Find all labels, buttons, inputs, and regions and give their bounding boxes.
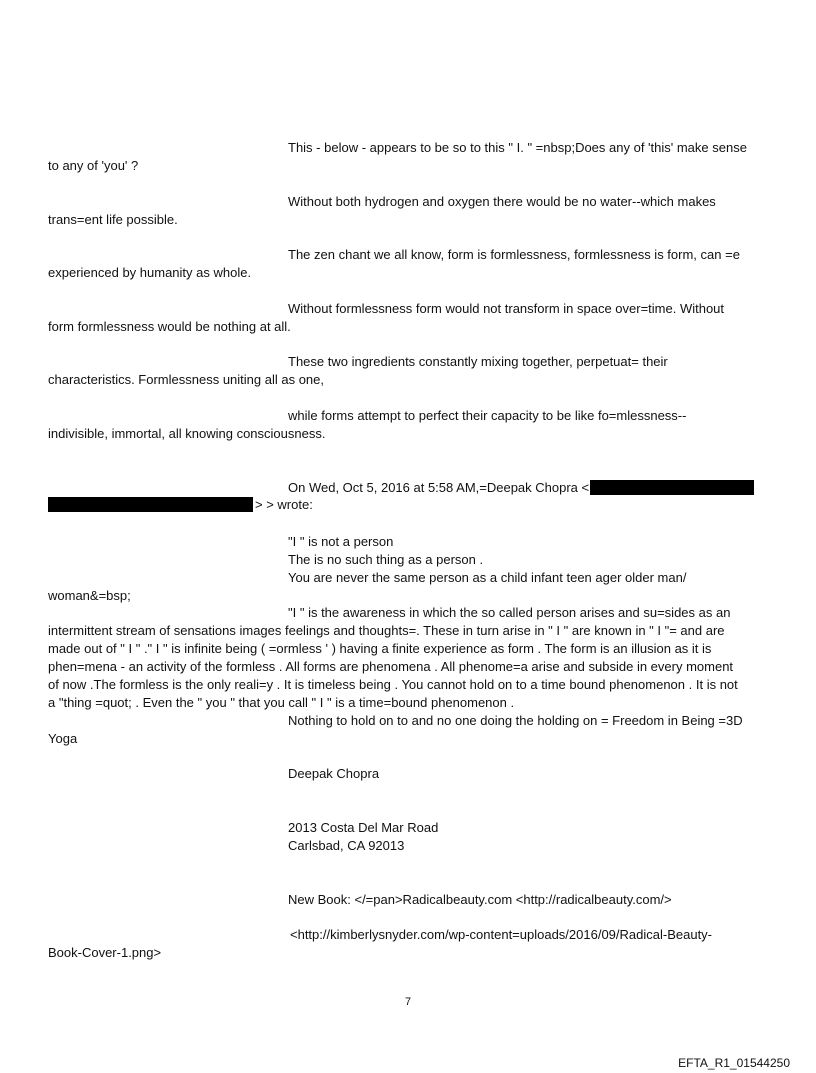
quote-header-line-2: > > wrote: (255, 497, 313, 512)
signature-address-1: 2013 Costa Del Mar Road (288, 820, 439, 835)
quote-paragraph-line: phen=mena - an activity of the formless . All forms are phenomena . All phenome=a arise and subside in every moment (48, 659, 734, 674)
quote-paragraph-line: of now .The formless is the only reali=y . It is timeless being . You cannot hold on to a time bound phenomenon . It is not (48, 677, 738, 692)
quote-closing-line-1: Nothing to hold on to and no one doing the holding on = Freedom in Being =3D (288, 713, 743, 728)
quote-line-1: "I " is not a person (288, 534, 394, 549)
paragraph-1-line-2: to any of 'you' ? (48, 158, 139, 173)
redaction-box (590, 480, 754, 495)
paragraph-6-line-1: while forms attempt to perfect their capacity to be like fo=mlessness-- (288, 408, 687, 423)
paragraph-3-line-2: experienced by humanity as whole. (48, 265, 252, 280)
paragraph-4-line-1: Without formlessness form would not transform in space over=time. Without (288, 301, 725, 316)
quote-line-2: The is no such thing as a person . (288, 552, 484, 567)
signature-image-link-line-1: <http://kimberlysnyder.com/wp-content=uploads/2016/09/Radical-Beauty- (290, 927, 713, 942)
paragraph-2-line-1: Without both hydrogen and oxygen there would be no water--which makes (288, 194, 716, 209)
quote-header-line-1: On Wed, Oct 5, 2016 at 5:58 AM,=Deepak Chopra < (288, 480, 590, 495)
redaction-box (48, 497, 253, 512)
paragraph-5-line-2: characteristics. Formlessness uniting all as one, (48, 372, 325, 387)
quote-line-3-wrap: woman&=bsp; (48, 588, 131, 603)
quote-paragraph-line: "I " is the awareness in which the so called person arises and su=sides as an (288, 605, 731, 620)
paragraph-4-line-2: form formlessness would be nothing at all. (48, 319, 291, 334)
signature-book-link: New Book: </=pan>Radicalbeauty.com <http://radicalbeauty.com/> (288, 892, 672, 907)
quote-closing-line-2: Yoga (48, 731, 78, 746)
quote-paragraph-line: made out of " I " ." I " is infinite being ( =ormless ' ) having a finite experience as form . The form is an illusion as it is (48, 641, 712, 656)
paragraph-5-line-1: These two ingredients constantly mixing together, perpetuat= their (288, 354, 668, 369)
quote-line-3: You are never the same person as a child infant teen ager older man/ (288, 570, 687, 585)
quote-paragraph-line: intermittent stream of sensations images feelings and thoughts=. These in turn arise in " I " are known in " I "= and are (48, 623, 725, 638)
paragraph-6-line-2: indivisible, immortal, all knowing consciousness. (48, 426, 326, 441)
signature-name: Deepak Chopra (288, 766, 380, 781)
quote-paragraph-line: a "thing =quot; . Even the " you " that you call " I " is a time=bound phenomenon . (48, 695, 515, 710)
paragraph-2-line-2: trans=ent life possible. (48, 212, 178, 227)
page-number: 7 (404, 996, 412, 1008)
signature-address-2: Carlsbad, CA 92013 (288, 838, 405, 853)
paragraph-3-line-1: The zen chant we all know, form is formlessness, formlessness is form, can =e (288, 247, 740, 262)
document-id-footer: EFTA_R1_01544250 (678, 1056, 790, 1070)
paragraph-1-line-1: This - below - appears to be so to this " I. " =nbsp;Does any of 'this' make sense (288, 140, 747, 155)
signature-image-link-line-2: Book-Cover-1.png> (48, 945, 162, 960)
